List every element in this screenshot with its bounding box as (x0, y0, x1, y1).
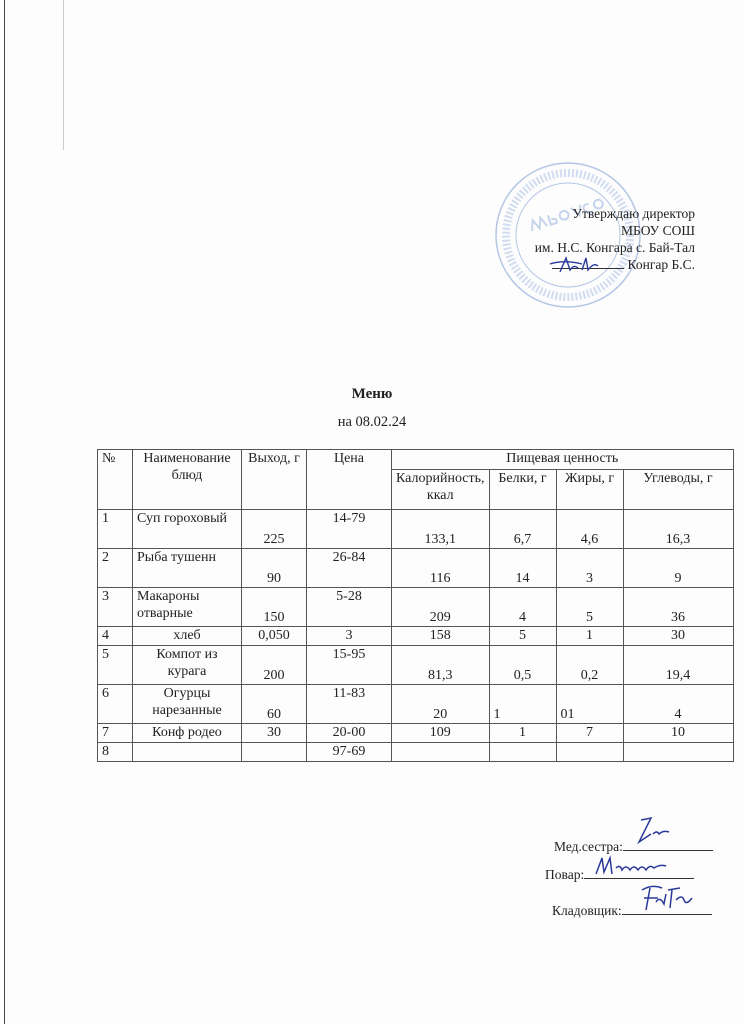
cell-carbs: 9 (623, 549, 733, 588)
cell-price: 26-84 (307, 549, 392, 588)
header-name: Наименование блюд (133, 450, 242, 510)
cell-output: 90 (242, 549, 307, 588)
header-output: Выход, г (242, 450, 307, 510)
table-row (98, 724, 734, 743)
cell-carbs: 4 (623, 685, 733, 724)
cell-price: 15-95 (307, 646, 392, 685)
cell-price: 14-79 (307, 510, 392, 549)
cell-output: 225 (242, 510, 307, 549)
table-row (98, 588, 734, 627)
cell-output (242, 743, 307, 762)
cell-no: 7 (98, 724, 133, 743)
cell-protein: 1 (489, 685, 556, 724)
cell-price: 97-69 (307, 743, 392, 762)
cell-price: 11-83 (307, 685, 392, 724)
storekeeper-label: Кладовщик: (552, 903, 622, 918)
cell-kcal: 20 (392, 685, 490, 724)
cell-protein: 0,5 (489, 646, 556, 685)
cell-protein: 4 (489, 588, 556, 627)
cell-carbs: 10 (623, 724, 733, 743)
cell-kcal (392, 743, 490, 762)
cell-carbs: 19,4 (623, 646, 733, 685)
header-no: № (98, 450, 133, 510)
cell-price: 5-28 (307, 588, 392, 627)
nurse-signature-line (623, 838, 713, 851)
table-row (98, 510, 734, 549)
table-row (98, 685, 734, 724)
cell-kcal: 109 (392, 724, 490, 743)
cell-no: 2 (98, 549, 133, 588)
cell-fat: 5 (556, 588, 623, 627)
scan-edge-line (4, 0, 5, 1024)
cell-price: 3 (307, 627, 392, 646)
cell-name: Суп гороховый (133, 510, 242, 549)
document-date: на 08.02.24 (337, 414, 407, 430)
cell-protein: 5 (489, 627, 556, 646)
cell-no: 4 (98, 627, 133, 646)
nurse-signature (631, 816, 691, 846)
director-signature (548, 252, 608, 278)
cell-fat: 4,6 (556, 510, 623, 549)
cell-fat: 3 (556, 549, 623, 588)
cell-no: 3 (98, 588, 133, 627)
cell-kcal: 133,1 (392, 510, 490, 549)
director-name: Конгар Б.С. (627, 257, 695, 272)
storekeeper-signature-line (622, 902, 712, 915)
header-protein: Белки, г (489, 470, 556, 510)
cook-signature-line (584, 866, 694, 879)
cell-fat: 01 (556, 685, 623, 724)
cell-protein (489, 743, 556, 762)
cell-carbs: 30 (623, 627, 733, 646)
cell-name: Огурцы нарезанные (133, 685, 242, 724)
document-title: Меню (351, 386, 393, 402)
cell-protein: 6,7 (489, 510, 556, 549)
nurse-label: Мед.сестра: (554, 839, 623, 854)
header-price: Цена (307, 450, 392, 510)
cook-signature (592, 854, 682, 878)
cell-no: 5 (98, 646, 133, 685)
cell-fat (556, 743, 623, 762)
header-kcal: Калорийность, ккал (392, 470, 490, 510)
table-row (98, 743, 734, 762)
cell-fat: 1 (556, 627, 623, 646)
cell-output: 30 (242, 724, 307, 743)
header-nutrition: Пищевая ценность (392, 450, 734, 470)
cell-fat: 7 (556, 724, 623, 743)
cell-kcal: 116 (392, 549, 490, 588)
cell-protein: 1 (489, 724, 556, 743)
cell-no: 1 (98, 510, 133, 549)
scan-edge-line (63, 0, 64, 150)
cell-protein: 14 (489, 549, 556, 588)
storekeeper-signature (636, 882, 706, 912)
cell-output: 150 (242, 588, 307, 627)
cell-kcal: 81,3 (392, 646, 490, 685)
table-row (98, 627, 734, 646)
menu-table (97, 449, 734, 762)
approval-line-3: им. Н.С. Конгара с. Бай-Тал (534, 240, 695, 255)
cell-output: 0,050 (242, 627, 307, 646)
cell-name: Рыба тушенн (133, 549, 242, 588)
header-carbs: Углеводы, г (623, 470, 733, 510)
cell-no: 8 (98, 743, 133, 762)
approval-line-2: МБОУ СОШ (621, 223, 695, 238)
cell-output: 60 (242, 685, 307, 724)
cell-name: Макароны отварные (133, 588, 242, 627)
storekeeper-signature-row (552, 902, 712, 919)
table-row (98, 549, 734, 588)
cell-kcal: 158 (392, 627, 490, 646)
cell-carbs (623, 743, 733, 762)
cell-price: 20-00 (307, 724, 392, 743)
cell-name: Компот из курага (133, 646, 242, 685)
cell-name: Конф родео (133, 724, 242, 743)
cook-signature-row (545, 866, 694, 883)
cell-name: хлеб (133, 627, 242, 646)
cell-no: 6 (98, 685, 133, 724)
cell-kcal: 209 (392, 588, 490, 627)
cell-fat: 0,2 (556, 646, 623, 685)
cell-carbs: 36 (623, 588, 733, 627)
cook-label: Повар: (545, 867, 585, 882)
cell-name (133, 743, 242, 762)
table-row (98, 646, 734, 685)
approval-line-1: Утверждаю директор (572, 206, 695, 221)
nurse-signature-row (554, 838, 713, 855)
cell-carbs: 16,3 (623, 510, 733, 549)
header-fat: Жиры, г (556, 470, 623, 510)
cell-output: 200 (242, 646, 307, 685)
